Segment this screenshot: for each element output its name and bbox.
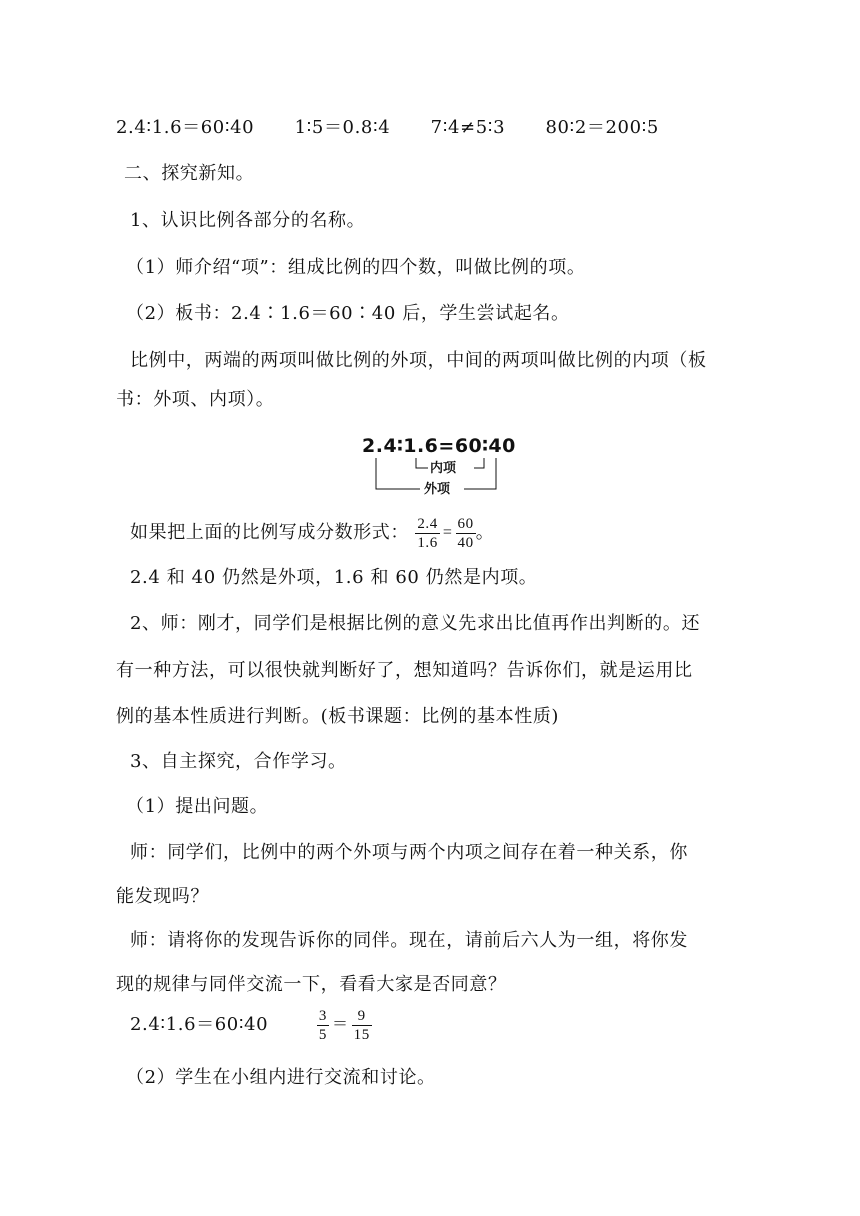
equation: 7∶4≠5∶3	[430, 117, 506, 138]
paragraph: 现的规律与同伴交流一下，看看大家是否同意？	[116, 974, 507, 995]
denominator: 5	[318, 1026, 327, 1043]
paragraph: 例的基本性质进行判断。(板书课题：比例的基本性质)	[116, 706, 560, 727]
numerator: 60	[457, 515, 474, 532]
ratio-terms-diagram	[362, 434, 516, 502]
numerator: 2.4	[417, 515, 438, 532]
paragraph: 书：外项、内项）。	[116, 389, 275, 410]
top-equations	[116, 116, 659, 140]
example-line	[130, 1006, 372, 1044]
paragraph: （2）板书：2.4∶1.6＝60∶40 后，学生尝试起名。	[126, 303, 570, 324]
fraction	[456, 515, 476, 552]
item-heading: 1、认识比例各部分的名称。	[130, 210, 366, 231]
fraction	[415, 515, 440, 552]
period: 。	[475, 522, 495, 543]
equals-sign: =	[442, 524, 453, 541]
numerator: 9	[352, 1007, 372, 1026]
fraction	[352, 1007, 372, 1044]
paragraph: 比例中，两端的两项叫做比例的外项，中间的两项叫做比例的内项（板	[130, 350, 707, 371]
denominator: 1.6	[417, 534, 438, 551]
paragraph: 有一种方法，可以很快就判断好了，想知道吗？告诉你们，就是运用比	[116, 660, 693, 681]
item-heading: 3、自主探究，合作学习。	[130, 751, 347, 772]
paragraph: 师：请将你的发现告诉你的同伴。现在，请前后六人为一组，将你发	[130, 930, 688, 951]
outer-terms-label: 外项	[424, 482, 451, 497]
paragraph: （2）学生在小组内进行交流和讨论。	[126, 1067, 436, 1088]
paragraph: （1）师介绍“项”：组成比例的四个数，叫做比例的项。	[126, 257, 586, 278]
section-heading: 二、探究新知。	[124, 163, 255, 184]
equation: 80∶2＝200∶5	[545, 117, 659, 138]
numerator: 3	[318, 1007, 327, 1024]
paragraph: 能发现吗？	[116, 886, 209, 907]
equation: 2.4∶1.6＝60∶40	[116, 117, 255, 138]
example-ratio: 2.4∶1.6＝60∶40	[130, 1014, 269, 1035]
diagram-ratio: 2.4∶1.6=60∶40	[362, 435, 516, 457]
fraction	[317, 1007, 329, 1044]
paragraph: 2、师：刚才，同学们是根据比例的意义先求出比值再作出判断的。还	[130, 613, 701, 634]
fraction-sentence	[130, 514, 494, 552]
paragraph: （1）提出问题。	[126, 796, 269, 817]
equals-sign: ＝	[332, 1016, 349, 1033]
paragraph: 2.4 和 40 仍然是外项，1.6 和 60 仍然是内项。	[130, 567, 538, 588]
paragraph: 师：同学们，比例中的两个外项与两个内项之间存在着一种关系，你	[130, 842, 688, 863]
equation: 1∶5＝0.8∶4	[294, 117, 391, 138]
denominator: 40	[457, 534, 474, 551]
fraction-intro: 如果把上面的比例写成分数形式：	[130, 522, 409, 543]
inner-terms-label: 内项	[430, 461, 457, 476]
denominator: 15	[353, 1026, 370, 1043]
